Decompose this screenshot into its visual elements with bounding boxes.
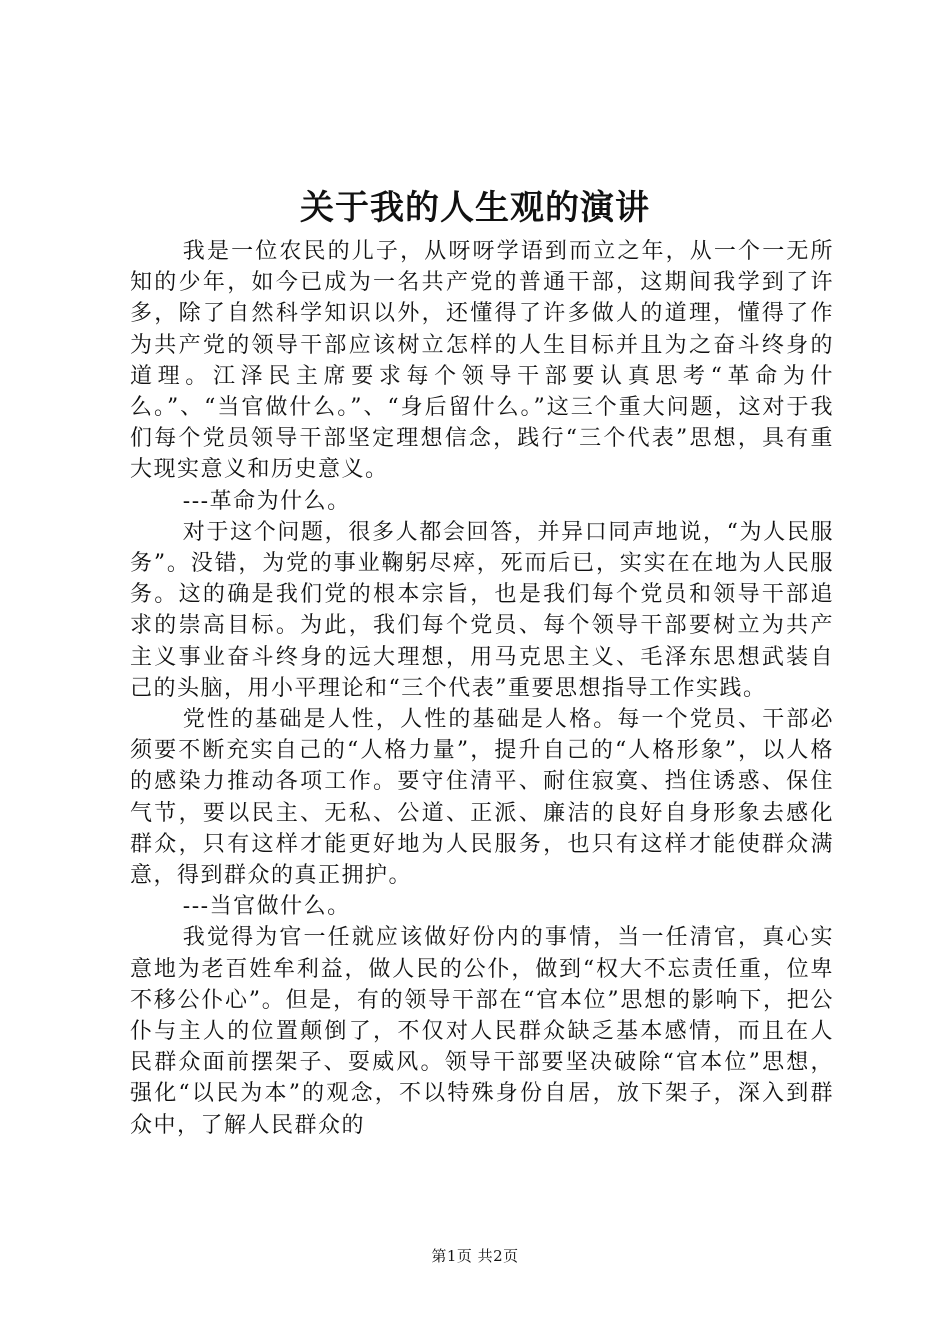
document-body bbox=[130, 236, 834, 1141]
section-heading-official: ---当官做什么。 bbox=[182, 894, 351, 920]
document-title: 关于我的人生观的演讲 bbox=[300, 188, 650, 228]
paragraph-intro: 我是一位农民的儿子，从呀呀学语到而立之年，从一个一无所知的少年，如今已成为一名共产党的普通干部，这期间我学到了许多，除了自然科学知识以外，还懂得了许多做人的道理，懂得了作为共产党的领导干部应该树立怎样的人生目标并且为之奋斗终身的道理。江泽民主席要求每个领导干部要认真思考“革命为什么。”、“当官做什么。”、“身后留什么。”这三个重大问题，这对于我们每个党员领导干部坚定理想信念，践行“三个代表”思想，具有重大现实意义和历史意义。 bbox=[130, 239, 834, 483]
page-footer: 第1页 共2页 bbox=[431, 1247, 519, 1265]
section-heading-revolution: ---革命为什么。 bbox=[182, 488, 351, 514]
paragraph-character: 党性的基础是人性，人性的基础是人格。每一个党员、干部必须要不断充实自己的“人格力量”，提升自己的“人格形象”，以人格的感染力推动各项工作。要守住清平、耐住寂寞、挡住诱惑、保住气节，要以民主、无私、公道、正派、廉洁的良好自身形象去感化群众，只有这样才能更好地为人民服务，也只有这样才能使群众满意，得到群众的真正拥护。 bbox=[130, 707, 834, 889]
paragraph-official-duty: 我觉得为官一任就应该做好份内的事情，当一任清官，真心实意地为老百姓牟利益，做人民的公仆，做到“权大不忘责任重，位卑不移公仆心”。但是，有的领导干部在“官本位”思想的影响下，把公仆与主人的位置颠倒了，不仅对人民群众缺乏基本感情，而且在人民群众面前摆架子、耍威风。领导干部要坚决破除“官本位”思想，强化“以民为本”的观念，不以特殊身份自居，放下架子，深入到群众中，了解人民群众的 bbox=[130, 925, 834, 1138]
paragraph-serve-people: 对于这个问题，很多人都会回答，并异口同声地说，“为人民服务”。没错，为党的事业鞠躬尽瘁，死而后已，实实在在地为人民服务。这的确是我们党的根本宗旨，也是我们每个党员和领导干部追求的崇高目标。为此，我们每个党员、每个领导干部要树立为共产主义事业奋斗终身的远大理想，用马克思主义、毛泽东思想武装自己的头脑，用小平理论和“三个代表”重要思想指导工作实践。 bbox=[130, 519, 834, 701]
